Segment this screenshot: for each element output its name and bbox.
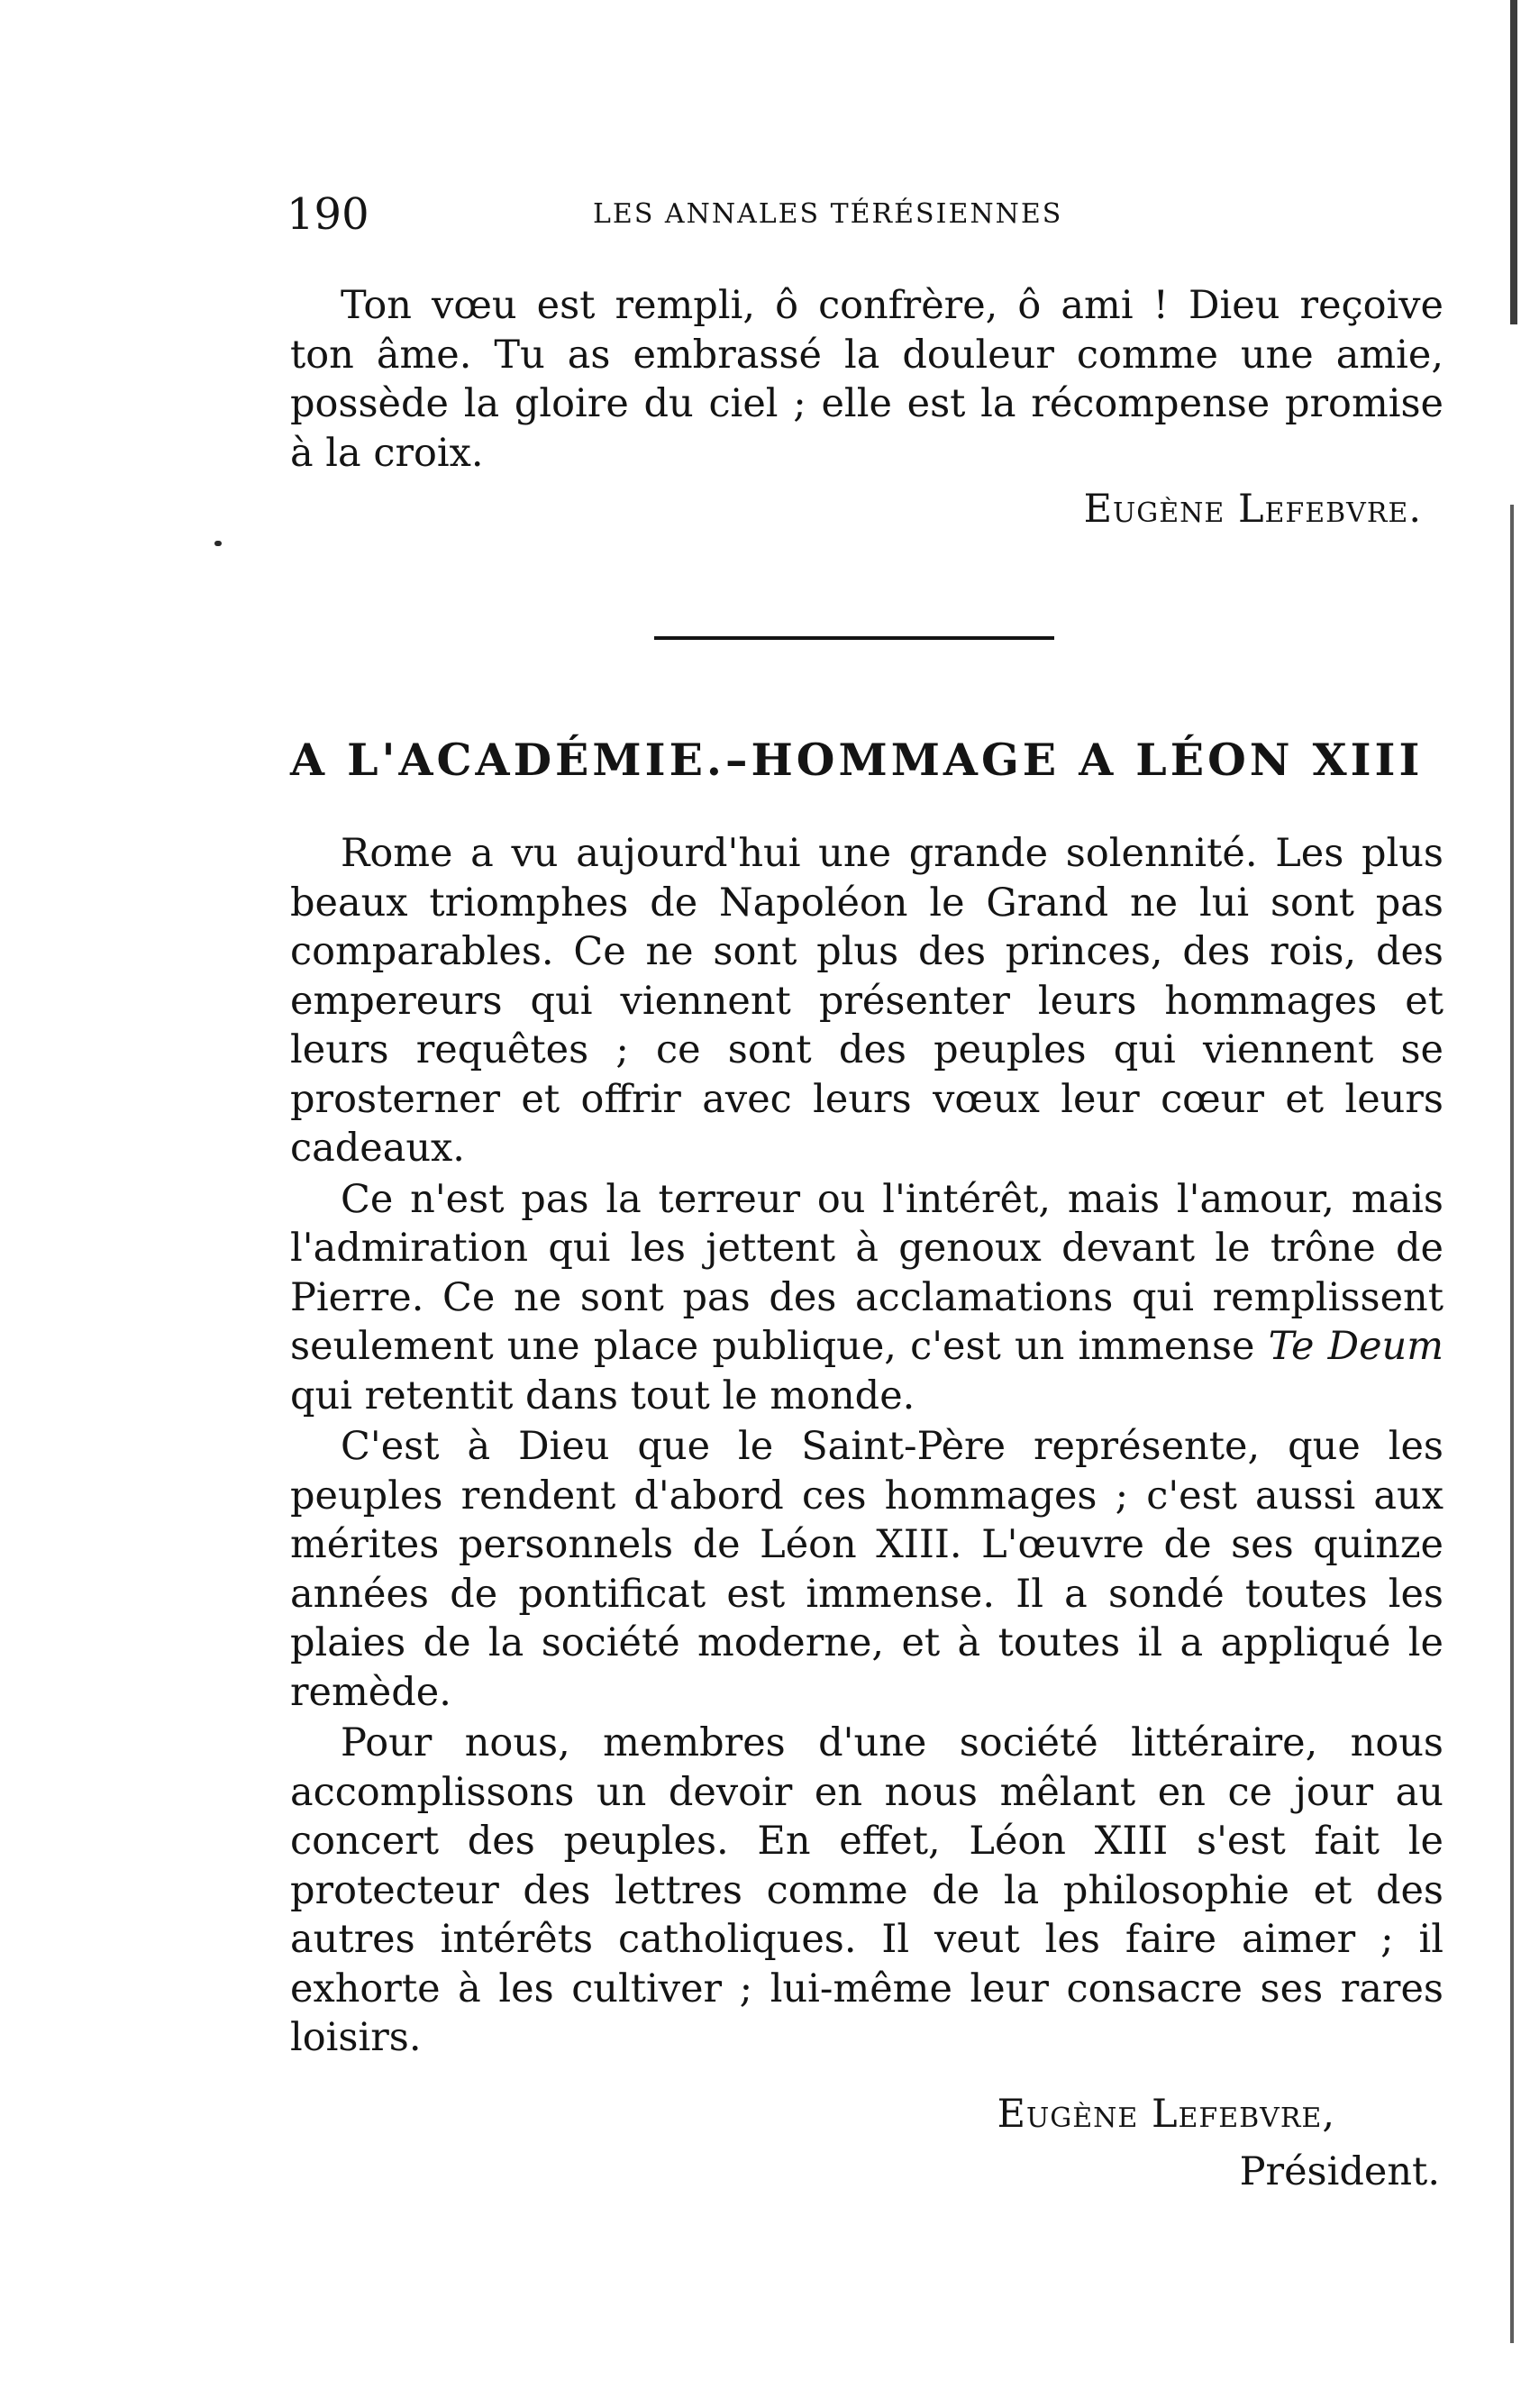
article-paragraph-4: Pour nous, membres d'une société littéraire, nous accomplissons un devoir en nous mêlant en ce jour au concert des peuples. En effet, Léon XIII s'est fait le protecteur des lettres comme de la philosophie et des autres intérêts catholiques. Il veut les faire aimer ; il exhorte à les cultiver ; lui-même leur consacre ses rares loisirs.	[290, 1720, 1444, 2060]
article-paragraph-2	[290, 1175, 1444, 1421]
running-head: LES ANNALES TÉRÉSIENNES	[593, 198, 1063, 230]
te-deum-italic: Te Deum	[1268, 1324, 1444, 1369]
article-signature-title: Président.	[1239, 2148, 1440, 2194]
intro-signature: Eugène Lefebvre.	[1083, 487, 1422, 532]
page-edge-shadow-top	[1510, 0, 1517, 324]
article-paragraph-3: C'est à Dieu que le Saint-Père représente, que les peuples rendent d'abord ces hommages ; c'est aussi aux mérites personnels de Léon XIII. L'œuvre de ses quinze années de pontificat est immense. Il a sondé toutes les plaies de la société moderne, et à toutes il a appliqué le remède.	[290, 1424, 1444, 1715]
article-body	[290, 829, 1444, 2196]
page-header	[287, 187, 1440, 242]
article-paragraph-2-end: qui retentit dans tout le monde.	[290, 1373, 915, 1418]
article-paragraph-1: Rome a vu aujourd'hui une grande solennité. Les plus beaux triomphes de Napoléon le Grand ne lui sont pas comparables. Ce ne sont plus des princes, des rois, des empereurs qui viennent présenter leurs hommages et leurs requêtes ; ce sont des peuples qui viennent se prosterner et offrir avec leurs vœux leur cœur et leurs cadeaux.	[290, 831, 1444, 1171]
intro-section	[290, 281, 1444, 534]
article-heading: A L'ACADÉMIE.–HOMMAGE A LÉON XIII	[290, 734, 1424, 786]
article-signature-name: Eugène Lefebvre,	[997, 2091, 1335, 2137]
page-edge-shadow-bottom	[1510, 505, 1514, 2343]
section-divider	[654, 636, 1054, 640]
scan-speck	[214, 541, 222, 546]
page-number: 190	[287, 189, 369, 240]
article-paragraph-2-text: Ce n'est pas la terreur ou l'intérêt, mais l'amour, mais l'admiration qui les jettent à genoux devant le trône de Pierre. Ce ne sont pas des acclamations qui remplissent seulement une place publique, c'est un immense	[290, 1176, 1444, 1369]
intro-paragraph: Ton vœu est rempli, ô confrère, ô ami ! Dieu reçoive ton âme. Tu as embrassé la douleur comme une amie, possède la gloire du ciel ; elle est la récompense promise à la croix.	[290, 283, 1444, 476]
